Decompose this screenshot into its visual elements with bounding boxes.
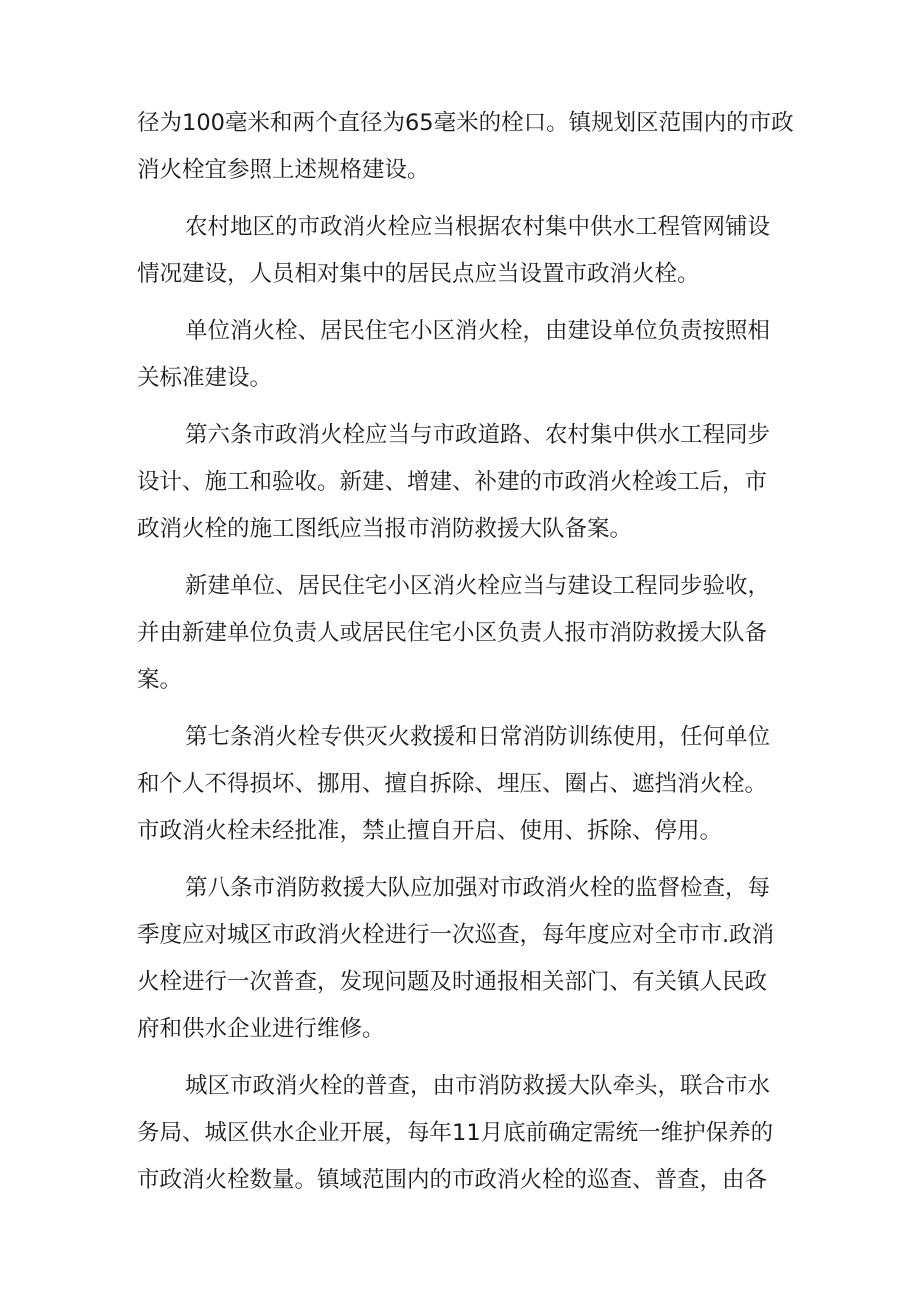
- text-line: 和个人不得损坏、挪用、擅自拆除、埋压、圈占、遮挡消火栓。: [137, 771, 768, 797]
- document-body: [137, 100, 807, 1214]
- paragraph-article-8: [137, 865, 807, 1053]
- text-line: 城区市政消火栓的普查，由市消防救援大队牵头，联合市水: [185, 1073, 771, 1099]
- text-line: 第七条消火栓专供灭火救援和日常消防训练使用，任何单位: [185, 724, 771, 750]
- text-line: 农村地区的市政消火栓应当根据农村集中供水工程管网铺设: [185, 214, 771, 240]
- text-line: 径为100毫米和两个直径为65毫米的栓口。镇规划区范围内的市政: [137, 110, 794, 136]
- text-line: 并由新建单位负责人或居民住宅小区负责人报市消防救援大队备: [137, 620, 768, 646]
- text-line: 季度应对城区市政消火栓进行一次巡查，每年度应对全市市.政消: [137, 922, 775, 948]
- paragraph-8: [137, 1063, 807, 1204]
- text-line: 单位消火栓、居民住宅小区消火栓，由建设单位负责按照相: [185, 318, 771, 344]
- text-line: 政消火栓的施工图纸应当报市消防救援大队备案。: [137, 516, 633, 542]
- text-line: 火栓进行一次普查，发现问题及时通报相关部门、有关镇人民政: [137, 969, 768, 995]
- paragraph-article-7: [137, 714, 807, 855]
- paragraph-2: [137, 204, 807, 298]
- text-line: 市政消火栓数量。镇域范围内的市政消火栓的巡查、普查，由各: [137, 1167, 768, 1193]
- paragraph-3: [137, 308, 807, 402]
- text-line: 第八条市消防救援大队应加强对市政消火栓的监督检查，每: [185, 875, 771, 901]
- text-line: 府和供水企业进行维修。: [137, 1016, 385, 1042]
- text-line: 新建单位、居民住宅小区消火栓应当与建设工程同步验收，: [185, 573, 771, 599]
- text-line: 设计、施工和验收。新建、增建、补建的市政消火栓竣工后，市: [137, 469, 768, 495]
- text-line: 情况建设，人员相对集中的居民点应当设置市政消火栓。: [137, 261, 700, 287]
- paragraph-1: [137, 100, 807, 194]
- text-line: 市政消火栓未经批准，禁止擅自开启、使用、拆除、停用。: [137, 818, 723, 844]
- text-line: 第六条市政消火栓应当与市政道路、农村集中供水工程同步: [185, 422, 771, 448]
- text-line: 务局、城区供水企业开展，每年11月底前确定需统一维护保养的: [137, 1120, 774, 1146]
- text-line: 消火栓宜参照上述规格建设。: [137, 157, 430, 183]
- text-line: 案。: [137, 667, 183, 693]
- paragraph-article-6: [137, 412, 807, 553]
- paragraph-5: [137, 563, 807, 704]
- text-line: 关标准建设。: [137, 365, 273, 391]
